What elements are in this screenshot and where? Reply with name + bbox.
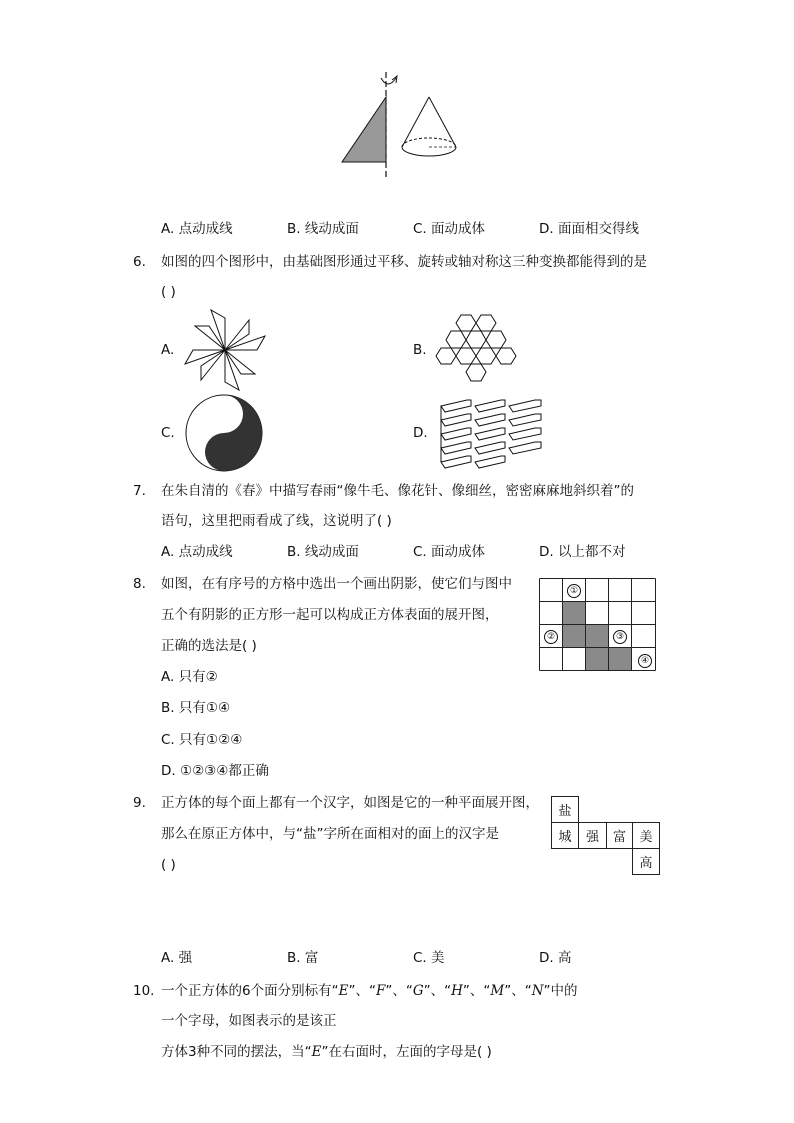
letter-n: N — [531, 983, 544, 999]
question-number: 10. — [133, 983, 155, 999]
option-c: C. 面动成体 — [413, 221, 486, 237]
letter-m: M — [490, 983, 505, 999]
option-b: B. — [413, 342, 427, 358]
answer-paren: ( ) — [161, 857, 176, 873]
option-d: D. 面面相交得线 — [539, 221, 639, 237]
question-number: 7. — [133, 483, 146, 499]
question-number: 9. — [133, 795, 146, 811]
option-d: D. ①②③④都正确 — [161, 763, 269, 779]
rotation-figure — [0, 0, 794, 200]
option-c: C. 只有①②④ — [161, 732, 243, 748]
letter-e: E — [338, 983, 349, 999]
grid-mark-1: ① — [567, 584, 581, 598]
question-stem: 如图的四个图形中，由基础图形通过平移、旋转或轴对称这三种变换都能得到的是 — [161, 254, 647, 270]
shaded-triangle — [342, 97, 386, 162]
question-stem-line3: 方体3种不同的摆法，当“E”在右面时，左面的字母是( ) — [161, 1044, 492, 1060]
hexagon-figure — [437, 313, 517, 383]
option-b: B. 线动成面 — [287, 544, 359, 560]
grid-mark-3: ③ — [613, 630, 627, 644]
question-number: 8. — [133, 576, 146, 592]
question-number: 6. — [133, 254, 146, 270]
option-d: D. 以上都不对 — [539, 544, 626, 560]
net-face-qiang: 强 — [578, 822, 607, 849]
option-a: A. 强 — [161, 950, 193, 966]
net-face-fu: 富 — [606, 822, 633, 849]
option-a: A. 只有② — [161, 669, 218, 685]
question-stem-line1: 正方体的每个面上都有一个汉字，如图是它的一种平面展开图， — [161, 795, 539, 811]
option-b: B. 只有①④ — [161, 700, 231, 716]
option-c: C. — [161, 425, 175, 441]
net-face-yan: 盐 — [551, 796, 579, 823]
question-stem-line1: 在朱自清的《春》中描写春雨“像牛毛、像花针、像细丝，密密麻麻地斜织着”的 — [161, 483, 634, 499]
question-stem-line2: 五个有阴影的正方形一起可以构成正方体表面的展开图， — [161, 607, 499, 623]
cone — [402, 97, 456, 156]
net-face-mei: 美 — [632, 822, 660, 849]
question-stem-line2: 一个字母，如图表示的是该正 — [161, 1013, 337, 1029]
letter-g: G — [412, 983, 424, 999]
cube-net-grid — [539, 578, 657, 673]
option-b: B. 线动成面 — [287, 221, 359, 237]
question-stem-line2: 语句，这里把雨看成了线，这说明了( ) — [161, 513, 392, 529]
letter-h: H — [451, 983, 463, 999]
pinwheel-figure — [185, 310, 265, 390]
question-stem-line1: 如图，在有序号的方格中选出一个画出阴影，使它们与图中 — [161, 576, 512, 592]
question-stem-line2: 那么在原正方体中，与“盐”字所在面相对的面上的汉字是 — [161, 826, 499, 842]
question-stem-line3: 正确的选法是( ) — [161, 638, 257, 654]
net-face-cheng: 城 — [551, 822, 579, 849]
option-a: A. — [161, 342, 175, 358]
option-a: A. 点动成线 — [161, 544, 233, 560]
option-d: D. — [413, 425, 428, 441]
option-a: A. 点动成线 — [161, 221, 233, 237]
grid-mark-2: ② — [544, 630, 558, 644]
net-face-gao: 高 — [632, 848, 660, 875]
yin-yang-figure — [184, 393, 264, 473]
grid-mark-4: ④ — [638, 654, 652, 668]
option-d: D. 高 — [539, 950, 572, 966]
option-c: C. 美 — [413, 950, 445, 966]
option-c: C. 面动成体 — [413, 544, 486, 560]
answer-paren: ( ) — [161, 284, 176, 300]
rotation-axis-arrow-icon — [381, 76, 397, 84]
parallelogram-pattern-figure — [437, 398, 547, 468]
question-stem-line1: 一个正方体的6个面分别标有“E”、“F”、“G”、“H”、“M”、“N”中的 — [161, 983, 578, 999]
letter-f: F — [375, 983, 386, 999]
letter-e-ref: E — [311, 1044, 322, 1060]
option-b: B. 富 — [287, 950, 319, 966]
